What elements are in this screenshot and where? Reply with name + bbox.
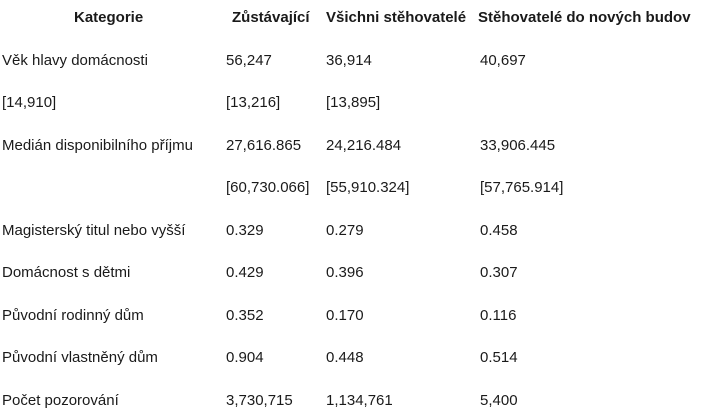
cell-vsichni: 0.170 — [326, 307, 364, 324]
cell-zustavajici: 0.329 — [226, 222, 264, 239]
cell-vsichni: [55,910.324] — [326, 179, 410, 196]
table-row — [0, 219, 707, 243]
cell-nove-budovy: 0.116 — [480, 307, 517, 324]
cell-zustavajici: [13,216] — [226, 94, 281, 111]
row-label: Původní rodinný dům — [2, 307, 144, 324]
row-label: Medián disponibilního příjmu — [2, 137, 193, 154]
row-label: Věk hlavy domácnosti — [2, 52, 148, 69]
cell-zustavajici: 0.352 — [226, 307, 264, 324]
cell-vsichni: 0.279 — [326, 222, 364, 239]
cell-zustavajici: 3,730,715 — [226, 392, 293, 409]
table-header-row — [0, 6, 707, 30]
row-label: Domácnost s dětmi — [2, 264, 131, 281]
cell-nove-budovy: 5,400 — [480, 392, 518, 409]
cell-vsichni: 24,216.484 — [326, 137, 402, 154]
table-row — [0, 134, 707, 158]
table-row — [0, 261, 707, 285]
cell-vsichni: 1,134,761 — [326, 392, 393, 409]
cell-vsichni: 36,914 — [326, 52, 372, 69]
header-stehovatele-nove-budovy: Stěhovatelé do nových budov — [478, 9, 691, 26]
cell-zustavajici: 0.904 — [226, 349, 264, 366]
cell-zustavajici: 56,247 — [226, 52, 272, 69]
cell-nove-budovy: 0.307 — [480, 264, 518, 281]
header-vsichni-stehovatele: Všichni stěhovatelé — [326, 9, 467, 26]
row-label: Původní vlastněný dům — [2, 349, 158, 366]
cell-zustavajici: [60,730.066] — [226, 179, 310, 196]
cell-vsichni: 0.396 — [326, 264, 364, 281]
table-row — [0, 91, 707, 115]
cell-zustavajici: 27,616.865 — [226, 137, 302, 154]
cell-nove-budovy: [57,765.914] — [480, 179, 564, 196]
row-label: Počet pozorování — [2, 392, 119, 409]
cell-nove-budovy: 33,906.445 — [480, 137, 556, 154]
row-label: [14,910] — [2, 94, 57, 111]
cell-vsichni: 0.448 — [326, 349, 364, 366]
cell-nove-budovy: 0.458 — [480, 222, 518, 239]
table-row — [0, 49, 707, 73]
cell-vsichni: [13,895] — [326, 94, 381, 111]
row-label: Magisterský titul nebo vyšší — [2, 222, 186, 239]
table-row — [0, 176, 707, 200]
table-row — [0, 304, 707, 328]
cell-zustavajici: 0.429 — [226, 264, 264, 281]
table-row — [0, 346, 707, 370]
header-kategorie: Kategorie — [74, 9, 144, 26]
cell-nove-budovy: 0.514 — [480, 349, 518, 366]
header-zustavajici: Zůstávající — [232, 9, 310, 26]
cell-nove-budovy: 40,697 — [480, 52, 526, 69]
table-row — [0, 389, 707, 413]
